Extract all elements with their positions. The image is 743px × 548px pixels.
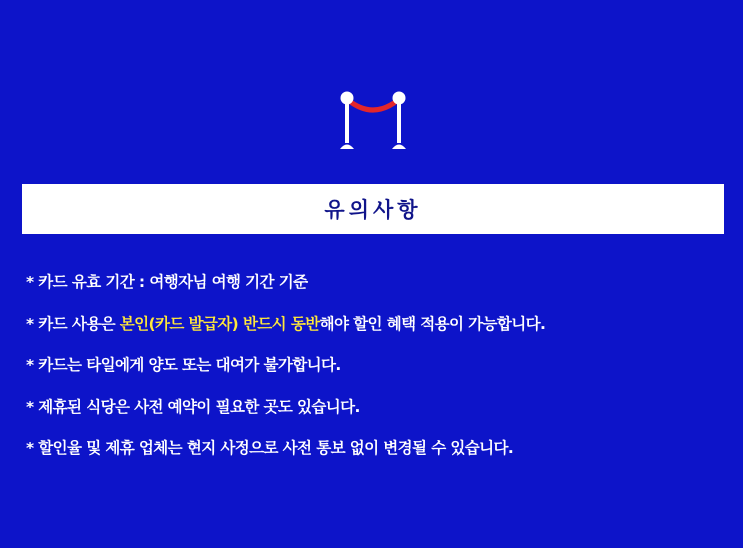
notice-item-reservation: * 제휴된 식당은 사전 예약이 필요한 곳도 있습니다. (26, 397, 360, 416)
notice-prefix: * 카드 사용은 (26, 314, 120, 333)
notice-item-changes: * 할인율 및 제휴 업체는 현지 사정으로 사전 통보 없이 변경될 수 있습니다. (26, 439, 514, 457)
notice-item-cardholder (26, 312, 726, 354)
notice-list (26, 270, 726, 478)
notice-item-validity: * 카드 유효 기간 : 여행자님 여행 기간 기준 (26, 273, 308, 291)
stanchion-rope-icon (334, 86, 412, 152)
notice-item-transfer: * 카드는 타일에게 양도 또는 대여가 불가합니다. (26, 356, 341, 374)
page-title: 유의사항 (324, 198, 422, 222)
notice-highlight: 본인(카드 발급자) 반드시 동반 (119, 314, 320, 333)
notice-title-bar (22, 184, 724, 234)
notice-suffix: 해야 할인 혜택 적용이 가능합니다. (319, 314, 546, 333)
